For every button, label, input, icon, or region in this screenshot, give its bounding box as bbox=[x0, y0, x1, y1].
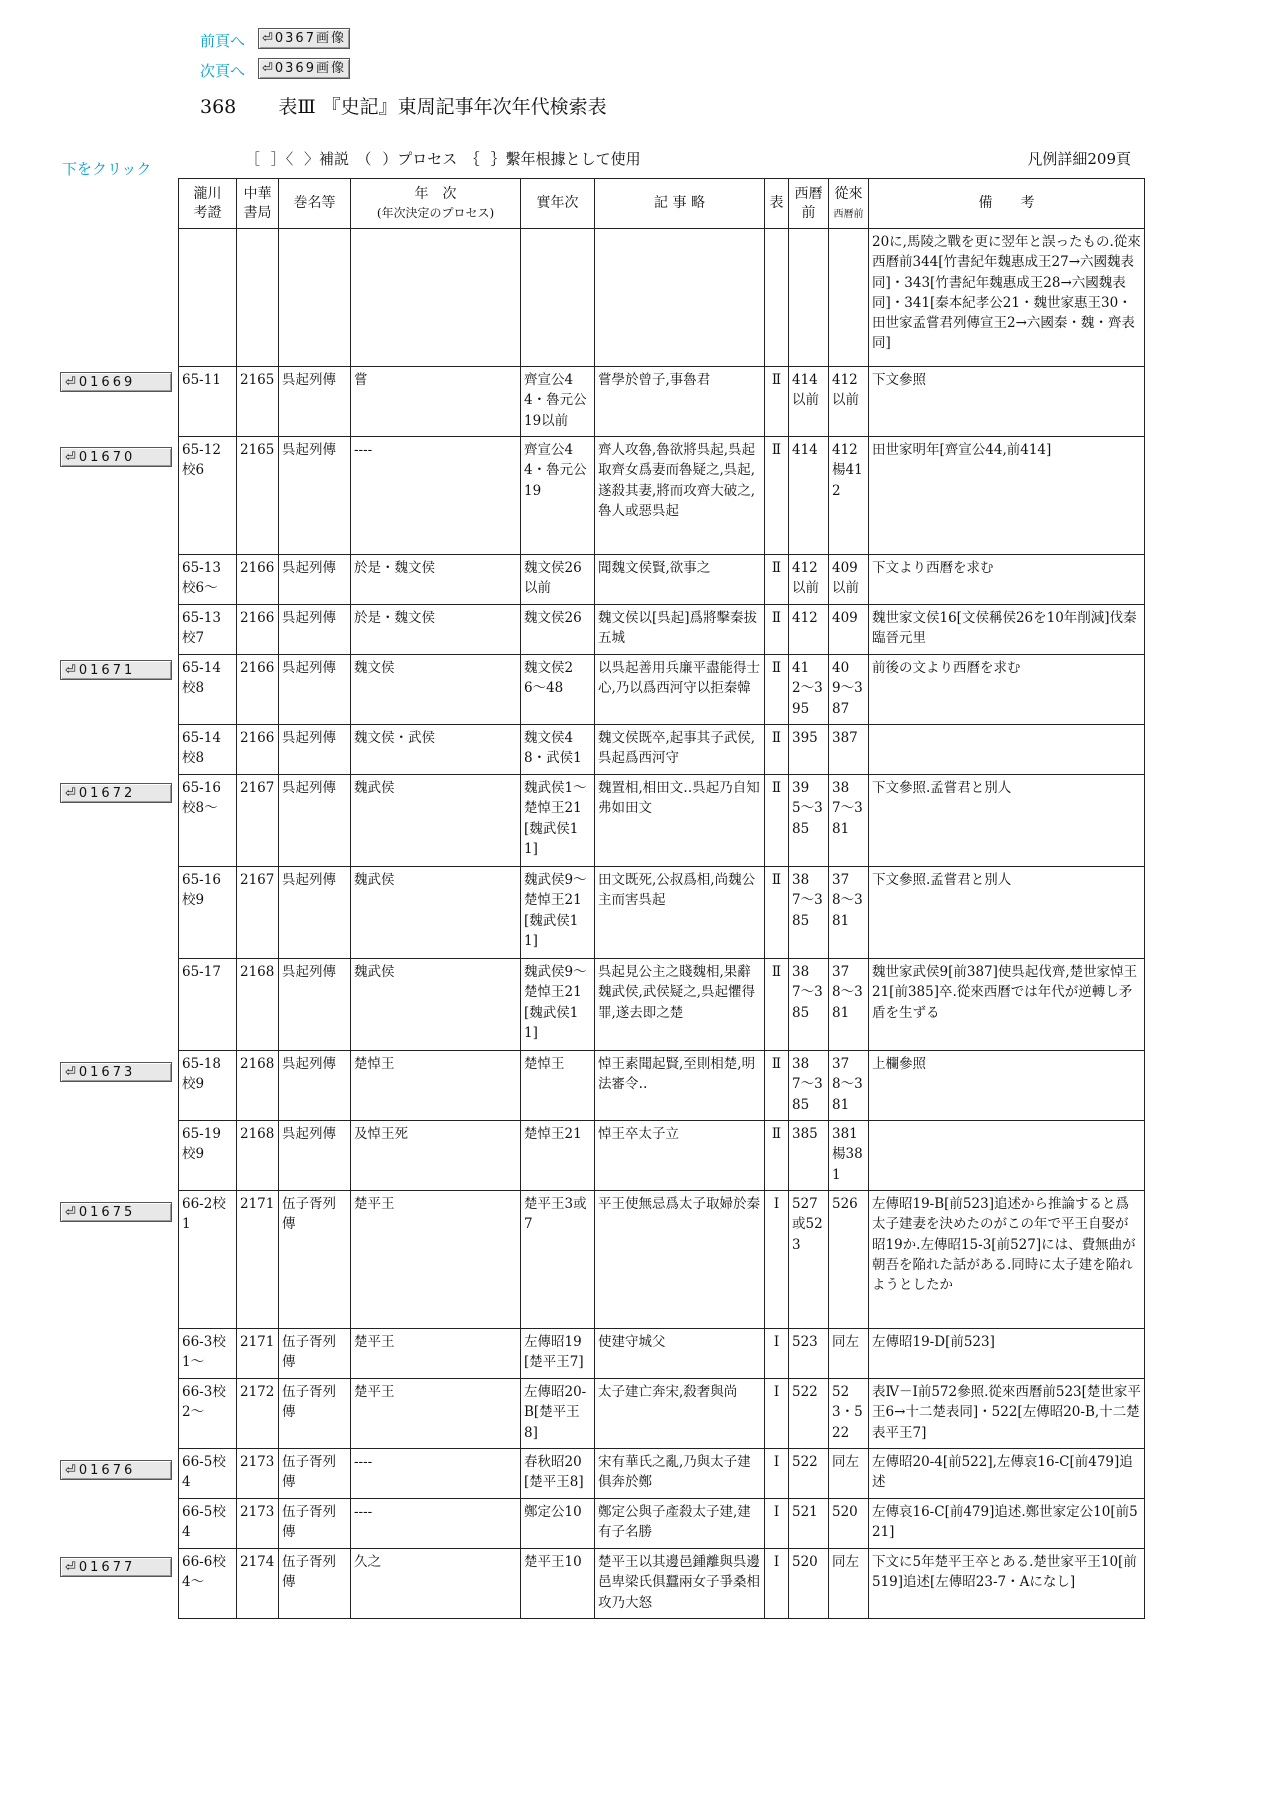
cell-actual-year: 魏文侯26 bbox=[521, 605, 595, 655]
cell-western-year: 527或523 bbox=[789, 1191, 829, 1329]
cell-year: 楚悼王 bbox=[351, 1051, 521, 1121]
cell-takigawa: 65-14校8 bbox=[179, 725, 237, 775]
cell-conventional-year: 526 bbox=[829, 1191, 869, 1329]
cell-summary: 太子建亡奔宋,殺奢與尚 bbox=[595, 1379, 765, 1449]
cell-western-year: 521 bbox=[789, 1499, 829, 1549]
col-summary: 記 事 略 bbox=[595, 179, 765, 229]
cell-year: 魏武侯 bbox=[351, 867, 521, 959]
cell-summary: 呉起見公主之賤魏相,果辭魏武侯,武侯疑之,呉起懼得罪,遂去即之楚 bbox=[595, 959, 765, 1051]
cell-remarks: 魏世家文侯16[文侯稱侯26を10年削減]伐秦臨晉元里 bbox=[869, 605, 1145, 655]
cell-summary: 平王使無忌爲太子取婦於秦 bbox=[595, 1191, 765, 1329]
cell-actual-year: 左傳昭19[楚平王7] bbox=[521, 1329, 595, 1379]
click-hint: 下をクリック bbox=[62, 160, 152, 178]
cell-conventional-year: 409 bbox=[829, 605, 869, 655]
page-title: 表Ⅲ 『史記』東周記事年次年代検索表 bbox=[278, 96, 607, 118]
cell-table: Ⅱ bbox=[765, 1051, 789, 1121]
cell-volume: 伍子胥列傳 bbox=[279, 1379, 351, 1449]
cell-zhonghua: 2173 bbox=[237, 1449, 279, 1499]
cell-year: 楚平王 bbox=[351, 1191, 521, 1329]
cell-conventional-year: 387〜381 bbox=[829, 775, 869, 867]
row-link-01673[interactable]: ⏎01673 bbox=[60, 1062, 172, 1082]
cell-summary: 魏置相,相田文‥呉起乃自知弗如田文 bbox=[595, 775, 765, 867]
prev-image-button[interactable]: ⏎0367画像 bbox=[258, 28, 350, 49]
cell-remarks: 左傳哀16-C[前479]追述.鄭世家定公10[前521] bbox=[869, 1499, 1145, 1549]
cell-conventional-year bbox=[829, 229, 869, 367]
cell-table: Ⅰ bbox=[765, 1549, 789, 1619]
cell-actual-year: 魏武侯1〜楚悼王21[魏武侯11] bbox=[521, 775, 595, 867]
cell-takigawa: 65-11 bbox=[179, 367, 237, 437]
cell-remarks: 表Ⅳ－Ⅰ前572參照.從來西曆前523[楚世家平王6→十二楚表同]・522[左傳昭20-B,十二楚表平王7] bbox=[869, 1379, 1145, 1449]
table-row bbox=[179, 655, 1145, 725]
cell-conventional-year: 381楊381 bbox=[829, 1121, 869, 1191]
cell-year: ---- bbox=[351, 1499, 521, 1549]
cell-summary: 魏文侯以[呉起]爲將擊秦拔五城 bbox=[595, 605, 765, 655]
row-link-01677[interactable]: ⏎01677 bbox=[60, 1557, 172, 1577]
cell-takigawa: 65-14校8 bbox=[179, 655, 237, 725]
table-row bbox=[179, 1449, 1145, 1499]
cell-conventional-year: 387 bbox=[829, 725, 869, 775]
col-actual-year: 實年次 bbox=[521, 179, 595, 229]
cell-year: 久之 bbox=[351, 1549, 521, 1619]
cell-conventional-year: 523・522 bbox=[829, 1379, 869, 1449]
cell-actual-year: 鄭定公10 bbox=[521, 1499, 595, 1549]
table-row bbox=[179, 867, 1145, 959]
prev-page-link[interactable]: 前頁へ bbox=[200, 32, 246, 50]
cell-volume: 呉起列傳 bbox=[279, 775, 351, 867]
row-link-01671[interactable]: ⏎01671 bbox=[60, 660, 172, 680]
cell-summary: 宋有華氏之亂,乃與太子建俱奔於鄭 bbox=[595, 1449, 765, 1499]
cell-zhonghua: 2165 bbox=[237, 437, 279, 555]
table-row bbox=[179, 229, 1145, 367]
cell-volume: 伍子胥列傳 bbox=[279, 1449, 351, 1499]
col-conventional-year: 從來 西曆前 bbox=[829, 179, 869, 229]
cell-western-year: 523 bbox=[789, 1329, 829, 1379]
cell-volume: 伍子胥列傳 bbox=[279, 1549, 351, 1619]
cell-year: 魏文侯 bbox=[351, 655, 521, 725]
col-volume: 巻名等 bbox=[279, 179, 351, 229]
row-link-01675[interactable]: ⏎01675 bbox=[60, 1202, 172, 1222]
cell-summary: 嘗學於曾子,事魯君 bbox=[595, 367, 765, 437]
table-row bbox=[179, 605, 1145, 655]
cell-conventional-year: 同左 bbox=[829, 1329, 869, 1379]
cell-year: 於是・魏文侯 bbox=[351, 555, 521, 605]
cell-zhonghua: 2166 bbox=[237, 605, 279, 655]
cell-summary: 使建守城父 bbox=[595, 1329, 765, 1379]
col-takigawa: 瀧川 考證 bbox=[179, 179, 237, 229]
cell-remarks: 下文參照 bbox=[869, 367, 1145, 437]
cell-zhonghua: 2167 bbox=[237, 775, 279, 867]
cell-year: 於是・魏文侯 bbox=[351, 605, 521, 655]
cell-volume: 伍子胥列傳 bbox=[279, 1191, 351, 1329]
cell-year: ---- bbox=[351, 437, 521, 555]
table-row bbox=[179, 555, 1145, 605]
cell-remarks: 20に,馬陵之戰を更に翌年と誤ったもの.從來西曆前344[竹書紀年魏惠成王27→六國魏表同]・343[竹書紀年魏惠成王28→六國魏表同]・341[秦本紀孝公21・魏世家惠王30・田世家孟嘗君列傳宣王2→六國秦・魏・齊表同] bbox=[869, 229, 1145, 367]
cell-remarks: 上欄參照 bbox=[869, 1051, 1145, 1121]
cell-western-year: 385 bbox=[789, 1121, 829, 1191]
cell-conventional-year: 同左 bbox=[829, 1549, 869, 1619]
cell-zhonghua: 2168 bbox=[237, 1121, 279, 1191]
col-table: 表 bbox=[765, 179, 789, 229]
cell-actual-year: 楚悼王 bbox=[521, 1051, 595, 1121]
cell-remarks: 下文より西曆を求む bbox=[869, 555, 1145, 605]
cell-year: 及悼王死 bbox=[351, 1121, 521, 1191]
cell-takigawa: 65-18校9 bbox=[179, 1051, 237, 1121]
cell-western-year: 520 bbox=[789, 1549, 829, 1619]
col-western-year: 西曆 前 bbox=[789, 179, 829, 229]
cell-remarks: 魏世家武侯9[前387]使呉起伐齊,楚世家悼王21[前385]卒.從來西曆では年代が逆轉し矛盾を生ずる bbox=[869, 959, 1145, 1051]
cell-zhonghua bbox=[237, 229, 279, 367]
table-row bbox=[179, 1379, 1145, 1449]
cell-zhonghua: 2166 bbox=[237, 655, 279, 725]
cell-zhonghua: 2172 bbox=[237, 1379, 279, 1449]
cell-volume: 呉起列傳 bbox=[279, 655, 351, 725]
cell-volume bbox=[279, 229, 351, 367]
cell-volume: 呉起列傳 bbox=[279, 1121, 351, 1191]
cell-western-year: 387〜385 bbox=[789, 867, 829, 959]
cell-table: Ⅱ bbox=[765, 959, 789, 1051]
cell-takigawa bbox=[179, 229, 237, 367]
cell-table: Ⅱ bbox=[765, 437, 789, 555]
cell-remarks: 下文に5年楚平王卒とある.楚世家平王10[前519]追述[左傳昭23-7・Aになし] bbox=[869, 1549, 1145, 1619]
cell-actual-year bbox=[521, 229, 595, 367]
cell-summary: 楚平王以其邊邑鍾離與呉邊邑卑梁氏俱蠶兩女子爭桑相攻乃大怒 bbox=[595, 1549, 765, 1619]
cell-actual-year: 魏武侯9〜楚悼王21[魏武侯11] bbox=[521, 959, 595, 1051]
cell-table bbox=[765, 229, 789, 367]
cell-year: 魏武侯 bbox=[351, 775, 521, 867]
cell-zhonghua: 2165 bbox=[237, 367, 279, 437]
table-row bbox=[179, 437, 1145, 555]
cell-takigawa: 65-17 bbox=[179, 959, 237, 1051]
cell-conventional-year: 412以前 bbox=[829, 367, 869, 437]
cell-volume: 呉起列傳 bbox=[279, 725, 351, 775]
cell-table: Ⅱ bbox=[765, 367, 789, 437]
cell-summary bbox=[595, 229, 765, 367]
cell-western-year: 395 bbox=[789, 725, 829, 775]
cell-volume: 呉起列傳 bbox=[279, 555, 351, 605]
row-link-01670[interactable]: ⏎01670 bbox=[60, 447, 172, 467]
cell-year bbox=[351, 229, 521, 367]
cell-remarks: 左傳昭19-D[前523] bbox=[869, 1329, 1145, 1379]
cell-takigawa: 65-16校8〜 bbox=[179, 775, 237, 867]
cell-takigawa: 65-12校6 bbox=[179, 437, 237, 555]
cell-summary: 聞魏文侯賢,欲事之 bbox=[595, 555, 765, 605]
table-row bbox=[179, 1121, 1145, 1191]
table-row bbox=[179, 775, 1145, 867]
cell-western-year bbox=[789, 229, 829, 367]
cell-year: 魏武侯 bbox=[351, 959, 521, 1051]
table-row bbox=[179, 1499, 1145, 1549]
cell-year: 嘗 bbox=[351, 367, 521, 437]
cell-western-year: 387〜385 bbox=[789, 1051, 829, 1121]
cell-conventional-year: 378〜381 bbox=[829, 959, 869, 1051]
table-row bbox=[179, 1549, 1145, 1619]
row-link-01676[interactable]: ⏎01676 bbox=[60, 1460, 172, 1480]
cell-zhonghua: 2171 bbox=[237, 1191, 279, 1329]
table-header-row bbox=[179, 179, 1145, 229]
cell-zhonghua: 2173 bbox=[237, 1499, 279, 1549]
cell-zhonghua: 2167 bbox=[237, 867, 279, 959]
cell-actual-year: 魏文侯48・武侯1 bbox=[521, 725, 595, 775]
cell-volume: 呉起列傳 bbox=[279, 605, 351, 655]
cell-western-year: 412以前 bbox=[789, 555, 829, 605]
cell-actual-year: 魏文侯26以前 bbox=[521, 555, 595, 605]
cell-conventional-year: 同左 bbox=[829, 1449, 869, 1499]
cell-volume: 呉起列傳 bbox=[279, 959, 351, 1051]
cell-remarks: 前後の文より西曆を求む bbox=[869, 655, 1145, 725]
cell-actual-year: 魏文侯26〜48 bbox=[521, 655, 595, 725]
table-row bbox=[179, 367, 1145, 437]
cell-zhonghua: 2166 bbox=[237, 555, 279, 605]
cell-volume: 呉起列傳 bbox=[279, 867, 351, 959]
cell-actual-year: 春秋昭20[楚平王8] bbox=[521, 1449, 595, 1499]
row-link-01672[interactable]: ⏎01672 bbox=[60, 783, 172, 803]
cell-summary: 以呉起善用兵廉平盡能得士心,乃以爲西河守以拒秦韓 bbox=[595, 655, 765, 725]
cell-summary: 悼王素聞起賢,至則相楚,明法審令‥ bbox=[595, 1051, 765, 1121]
cell-remarks: 下文參照.孟嘗君と別人 bbox=[869, 867, 1145, 959]
cell-summary: 悼王卒太子立 bbox=[595, 1121, 765, 1191]
cell-volume: 伍子胥列傳 bbox=[279, 1499, 351, 1549]
cell-remarks: 左傳昭20-4[前522],左傳哀16-C[前479]追述 bbox=[869, 1449, 1145, 1499]
cell-actual-year: 楚悼王21 bbox=[521, 1121, 595, 1191]
cell-volume: 呉起列傳 bbox=[279, 437, 351, 555]
table-row bbox=[179, 959, 1145, 1051]
cell-takigawa: 65-13校7 bbox=[179, 605, 237, 655]
cell-volume: 呉起列傳 bbox=[279, 367, 351, 437]
cell-western-year: 412〜395 bbox=[789, 655, 829, 725]
table-row bbox=[179, 1191, 1145, 1329]
cell-table: Ⅱ bbox=[765, 605, 789, 655]
cell-takigawa: 66-5校4 bbox=[179, 1499, 237, 1549]
cell-conventional-year: 520 bbox=[829, 1499, 869, 1549]
cell-year: ---- bbox=[351, 1449, 521, 1499]
cell-table: Ⅰ bbox=[765, 1449, 789, 1499]
cell-summary: 魏文侯既卒,起事其子武侯,呉起爲西河守 bbox=[595, 725, 765, 775]
cell-remarks bbox=[869, 725, 1145, 775]
cell-western-year: 395〜385 bbox=[789, 775, 829, 867]
cell-conventional-year: 378〜381 bbox=[829, 867, 869, 959]
cell-volume: 呉起列傳 bbox=[279, 1051, 351, 1121]
cell-table: Ⅰ bbox=[765, 1379, 789, 1449]
cell-actual-year: 楚平王10 bbox=[521, 1549, 595, 1619]
cell-takigawa: 66-3校1〜 bbox=[179, 1329, 237, 1379]
cell-takigawa: 65-16校9 bbox=[179, 867, 237, 959]
cell-summary: 齊人攻魯,魯欲將呉起,呉起取齊女爲妻而魯疑之,呉起,遂殺其妻,將而攻齊大破之,魯人或惡呉起 bbox=[595, 437, 765, 555]
cell-table: Ⅱ bbox=[765, 555, 789, 605]
col-remarks: 備 考 bbox=[869, 179, 1145, 229]
cell-western-year: 412 bbox=[789, 605, 829, 655]
cell-table: Ⅱ bbox=[765, 655, 789, 725]
cell-takigawa: 66-3校2〜 bbox=[179, 1379, 237, 1449]
reference-note: 凡例詳細209頁 bbox=[1027, 150, 1131, 168]
cell-zhonghua: 2168 bbox=[237, 1051, 279, 1121]
cell-table: Ⅰ bbox=[765, 1499, 789, 1549]
cell-zhonghua: 2166 bbox=[237, 725, 279, 775]
col-year: 年 次 (年次決定のプロセス) bbox=[351, 179, 521, 229]
cell-summary: 鄭定公與子產殺太子建,建有子名勝 bbox=[595, 1499, 765, 1549]
cell-actual-year: 楚平王3或7 bbox=[521, 1191, 595, 1329]
cell-western-year: 414以前 bbox=[789, 367, 829, 437]
cell-table: Ⅱ bbox=[765, 775, 789, 867]
cell-conventional-year: 409〜387 bbox=[829, 655, 869, 725]
cell-takigawa: 65-13校6〜 bbox=[179, 555, 237, 605]
row-link-01669[interactable]: ⏎01669 bbox=[60, 372, 172, 392]
cell-western-year: 414 bbox=[789, 437, 829, 555]
cell-zhonghua: 2171 bbox=[237, 1329, 279, 1379]
table-row bbox=[179, 725, 1145, 775]
table-row bbox=[179, 1329, 1145, 1379]
cell-takigawa: 66-6校4〜 bbox=[179, 1549, 237, 1619]
next-image-button[interactable]: ⏎0369画像 bbox=[258, 58, 350, 79]
page-number: 368 bbox=[200, 96, 237, 118]
cell-table: Ⅱ bbox=[765, 725, 789, 775]
legend: ［ ］〈 〉補説 （ ）プロセス ｛ ｝繫年根據として使用 bbox=[245, 150, 641, 168]
cell-western-year: 387〜385 bbox=[789, 959, 829, 1051]
cell-actual-year: 左傳昭20-B[楚平王8] bbox=[521, 1379, 595, 1449]
cell-table: Ⅱ bbox=[765, 1121, 789, 1191]
cell-actual-year: 齊宣公44・魯元公19以前 bbox=[521, 367, 595, 437]
cell-remarks: 田世家明年[齊宣公44,前414] bbox=[869, 437, 1145, 555]
cell-takigawa: 65-19校9 bbox=[179, 1121, 237, 1191]
cell-remarks: 左傳昭19-B[前523]追述から推論すると爲太子建妻を決めたのがこの年で平王自娶が昭19か.左傳昭15-3[前527]には、費無曲が朝吾を陥れた話がある.同時に太子建を陥れようとしたか bbox=[869, 1191, 1145, 1329]
cell-table: Ⅰ bbox=[765, 1329, 789, 1379]
cell-summary: 田文既死,公叔爲相,尚魏公主而害呉起 bbox=[595, 867, 765, 959]
cell-zhonghua: 2174 bbox=[237, 1549, 279, 1619]
cell-table: Ⅰ bbox=[765, 1191, 789, 1329]
cell-actual-year: 魏武侯9〜楚悼王21[魏武侯11] bbox=[521, 867, 595, 959]
page-header bbox=[200, 92, 607, 119]
cell-zhonghua: 2168 bbox=[237, 959, 279, 1051]
cell-conventional-year: 378〜381 bbox=[829, 1051, 869, 1121]
next-page-link[interactable]: 次頁へ bbox=[200, 62, 246, 80]
cell-western-year: 522 bbox=[789, 1449, 829, 1499]
cell-year: 楚平王 bbox=[351, 1379, 521, 1449]
cell-conventional-year: 412楊412 bbox=[829, 437, 869, 555]
cell-table: Ⅱ bbox=[765, 867, 789, 959]
cell-year: 楚平王 bbox=[351, 1329, 521, 1379]
cell-remarks: 下文參照.孟嘗君と別人 bbox=[869, 775, 1145, 867]
cell-volume: 伍子胥列傳 bbox=[279, 1329, 351, 1379]
cell-western-year: 522 bbox=[789, 1379, 829, 1449]
cell-takigawa: 66-5校4 bbox=[179, 1449, 237, 1499]
table-row bbox=[179, 1051, 1145, 1121]
cell-actual-year: 齊宣公44・魯元公19 bbox=[521, 437, 595, 555]
cell-year: 魏文侯・武侯 bbox=[351, 725, 521, 775]
col-zhonghua: 中華 書局 bbox=[237, 179, 279, 229]
cell-takigawa: 66-2校1 bbox=[179, 1191, 237, 1329]
cell-remarks bbox=[869, 1121, 1145, 1191]
cell-conventional-year: 409以前 bbox=[829, 555, 869, 605]
chronology-table bbox=[178, 178, 1145, 1619]
